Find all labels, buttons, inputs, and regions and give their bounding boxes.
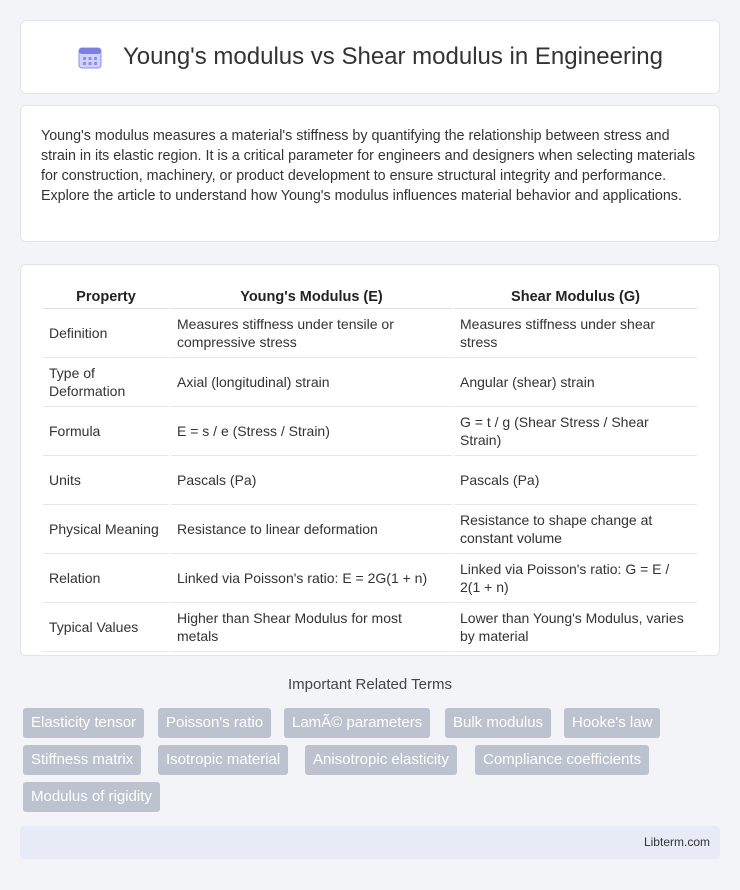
cell-property: Definition <box>43 309 169 358</box>
calendar-icon <box>77 44 103 70</box>
cell-property: Type of Deformation <box>43 358 169 407</box>
cell-shear-modulus: Linked via Poisson's ratio: G = E / 2(1 + n) <box>454 554 697 603</box>
table-row <box>43 603 697 652</box>
table-row <box>43 407 697 456</box>
tag-isotropic-material[interactable]: Isotropic material <box>158 745 288 775</box>
header-property: Property <box>43 285 169 309</box>
cell-youngs-modulus: Measures stiffness under tensile or compressive stress <box>171 309 452 358</box>
cell-property: Relation <box>43 554 169 603</box>
tag-modulus-of-rigidity[interactable]: Modulus of rigidity <box>23 782 160 812</box>
tag-hookes-law[interactable]: Hooke's law <box>564 708 660 738</box>
page-title: Young's modulus vs Shear modulus in Engineering <box>122 43 664 70</box>
cell-shear-modulus: Angular (shear) strain <box>454 358 697 407</box>
cell-youngs-modulus: Linked via Poisson's ratio: E = 2G(1 + n) <box>171 554 452 603</box>
related-terms-title: Important Related Terms <box>288 676 452 693</box>
tag-poissons-ratio[interactable]: Poisson's ratio <box>158 708 271 738</box>
tag-compliance-coefficients[interactable]: Compliance coefficients <box>475 745 649 775</box>
footer <box>20 826 720 859</box>
tag-anisotropic-elasticity[interactable]: Anisotropic elasticity <box>305 745 457 775</box>
cell-youngs-modulus: Pascals (Pa) <box>171 456 452 505</box>
cell-youngs-modulus: Axial (longitudinal) strain <box>171 358 452 407</box>
cell-shear-modulus: Lower than Young's Modulus, varies by material <box>454 603 697 652</box>
cell-shear-modulus: Resistance to shape change at constant volume <box>454 505 697 554</box>
cell-youngs-modulus: Resistance to linear deformation <box>171 505 452 554</box>
comparison-table <box>41 285 699 652</box>
table-row <box>43 554 697 603</box>
table-header-row <box>43 285 697 309</box>
cell-youngs-modulus: E = s / e (Stress / Strain) <box>171 407 452 456</box>
header-youngs-modulus: Young's Modulus (E) <box>171 285 452 309</box>
title-card <box>20 20 720 94</box>
cell-property: Physical Meaning <box>43 505 169 554</box>
tag-bulk-modulus[interactable]: Bulk modulus <box>445 708 551 738</box>
table-row <box>43 358 697 407</box>
table-row <box>43 505 697 554</box>
cell-property: Typical Values <box>43 603 169 652</box>
cell-shear-modulus: G = t / g (Shear Stress / Shear Strain) <box>454 407 697 456</box>
table-row <box>43 309 697 358</box>
cell-property: Units <box>43 456 169 505</box>
header-shear-modulus: Shear Modulus (G) <box>454 285 697 309</box>
intro-text: Young's modulus measures a material's stiffness by quantifying the relationship between stress and strain in its elastic region. It is a critical parameter for engineers and designers when selecting materials for construction, machinery, or product development to ensure structural integrity and performance. Explore the article to understand how Young's modulus influences material behavior and applications. <box>41 128 695 204</box>
cell-shear-modulus: Measures stiffness under shear stress <box>454 309 697 358</box>
cell-property: Formula <box>43 407 169 456</box>
cell-shear-modulus: Pascals (Pa) <box>454 456 697 505</box>
tag-elasticity-tensor[interactable]: Elasticity tensor <box>23 708 144 738</box>
tag-lame-parameters[interactable]: LamÃ© parameters <box>284 708 430 738</box>
footer-site-link[interactable]: Libterm.com <box>643 835 710 849</box>
comparison-card <box>20 264 720 656</box>
cell-youngs-modulus: Higher than Shear Modulus for most metals <box>171 603 452 652</box>
table-row <box>43 456 697 505</box>
tag-stiffness-matrix[interactable]: Stiffness matrix <box>23 745 141 775</box>
intro-card <box>20 105 720 242</box>
